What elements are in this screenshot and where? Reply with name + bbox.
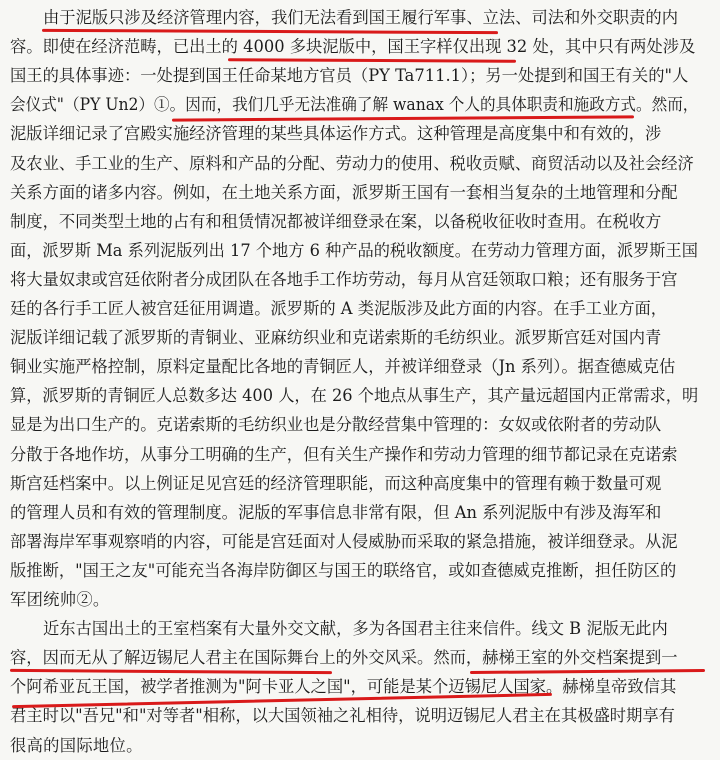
text-line: 分散于各地作坊，从事分工明确的生产，但有关生产操作和劳动力管理的细节都记录在克诺索: [10, 444, 678, 464]
text-line: 君主时以"吾兄"和"对等者"相称，以大国领袖之礼相待，说明迈锡尼人君主在其极盛时期享有: [10, 706, 675, 726]
text-line: 制度，不同类型土地的占有和租赁情况都被详细登录在案，以备税收征收时查用。在税收方: [10, 211, 662, 231]
text-line: 泥版详细记载了派罗斯的青铜业、亚麻纺织业和克诺索斯的毛纺织业。派罗斯宫廷对国内青: [10, 328, 662, 348]
text-line: 铜业实施严格控制，原料定量配比各地的青铜匠人，并被详细登录（Jn 系列）。据查德威克估: [10, 357, 676, 377]
text-line: 的管理人员和有效的管理制度。泥版的军事信息非常有限，但 An 系列泥版中有涉及海军和: [10, 502, 662, 522]
text-line: 会仪式"（PY Un2）①。因而，我们几乎无法准确了解 wanax 个人的具体职责和施政方式。然而，: [10, 95, 699, 115]
text-line: 面，派罗斯 Ma 系列泥版列出 17 个地方 6 种产品的税收额度。在劳动力管理方面，派罗斯王国: [10, 240, 698, 260]
text-line: 廷的各行手工匠人被宫廷征用调遣。派罗斯的 A 类泥版涉及此方面的内容。在手工业方面，: [10, 299, 668, 318]
text-line: 国王的具体事迹：一处提到国王任命某地方官员（PY Ta711.1）；另一处提到和国王有关的"人: [10, 66, 689, 86]
text-line: 容，因而无从了解迈锡尼人君主在国际舞台上的外交风采。然而，赫梯王室的外交档案提到一: [10, 648, 678, 668]
text-line: 很高的国际地位。: [10, 735, 143, 755]
text-line: 个阿希亚瓦王国，被学者推测为"阿卡亚人之国"，可能是某个迈锡尼人国家。赫梯皇帝致信其: [10, 677, 677, 697]
text-line: 算，派罗斯的青铜匠人总数多达 400 人，在 26 个地点从事生产，其产量远超国内正常需求，明: [10, 386, 699, 406]
text-line: 将大量奴隶或宫廷依附者分成团队在各地手工作坊劳动，每月从宫廷领取口粮；还有服务于宫: [10, 269, 678, 289]
text-line: 版推断，"国王之友"可能充当各海岸防御区与国王的联络官，或如查德威克推断，担任防区的: [10, 560, 677, 580]
text-line: 由于泥版只涉及经济管理内容，我们无法看到国王履行军事、立法、司法和外交职责的内: [43, 8, 678, 27]
text-line: 关系方面的诸多内容。例如，在土地关系方面，派罗斯王国有一套相当复杂的土地管理和分配: [10, 182, 678, 202]
text-line: 泥版详细记录了宫殿实施经济管理的某些具体运作方式。这种管理是高度集中和有效的，涉: [10, 124, 662, 144]
text-line: 部署海岸军事观察哨的内容，可能是宫廷面对人侵威胁而采取的紧急措施，被详细登录。从泥: [10, 531, 678, 551]
text-line: 斯宫廷档案中。以上例证足见宫廷的经济管理职能，而这种高度集中的管理有赖于数量可观: [10, 473, 662, 493]
text-line: 容。即使在经济范畴，已出土的 4000 多块泥版中，国王字样仅出现 32 处，其中只有两处涉及: [10, 37, 696, 57]
text-line: 近东古国出土的王室档案有大量外交文献，多为各国君主往来信件。线文 B 泥版无此内: [43, 619, 668, 639]
text-line: 显是为出口生产的。克诺索斯的毛纺织业也是分散经营集中管理的：女奴或依附者的劳动队: [10, 415, 662, 435]
text-line: 及农业、手工业的生产、原料和产品的分配、劳动力的使用、税收贡赋、商贸活动以及社会经济: [10, 153, 694, 173]
text-line: 军团统帅②。: [10, 590, 110, 609]
